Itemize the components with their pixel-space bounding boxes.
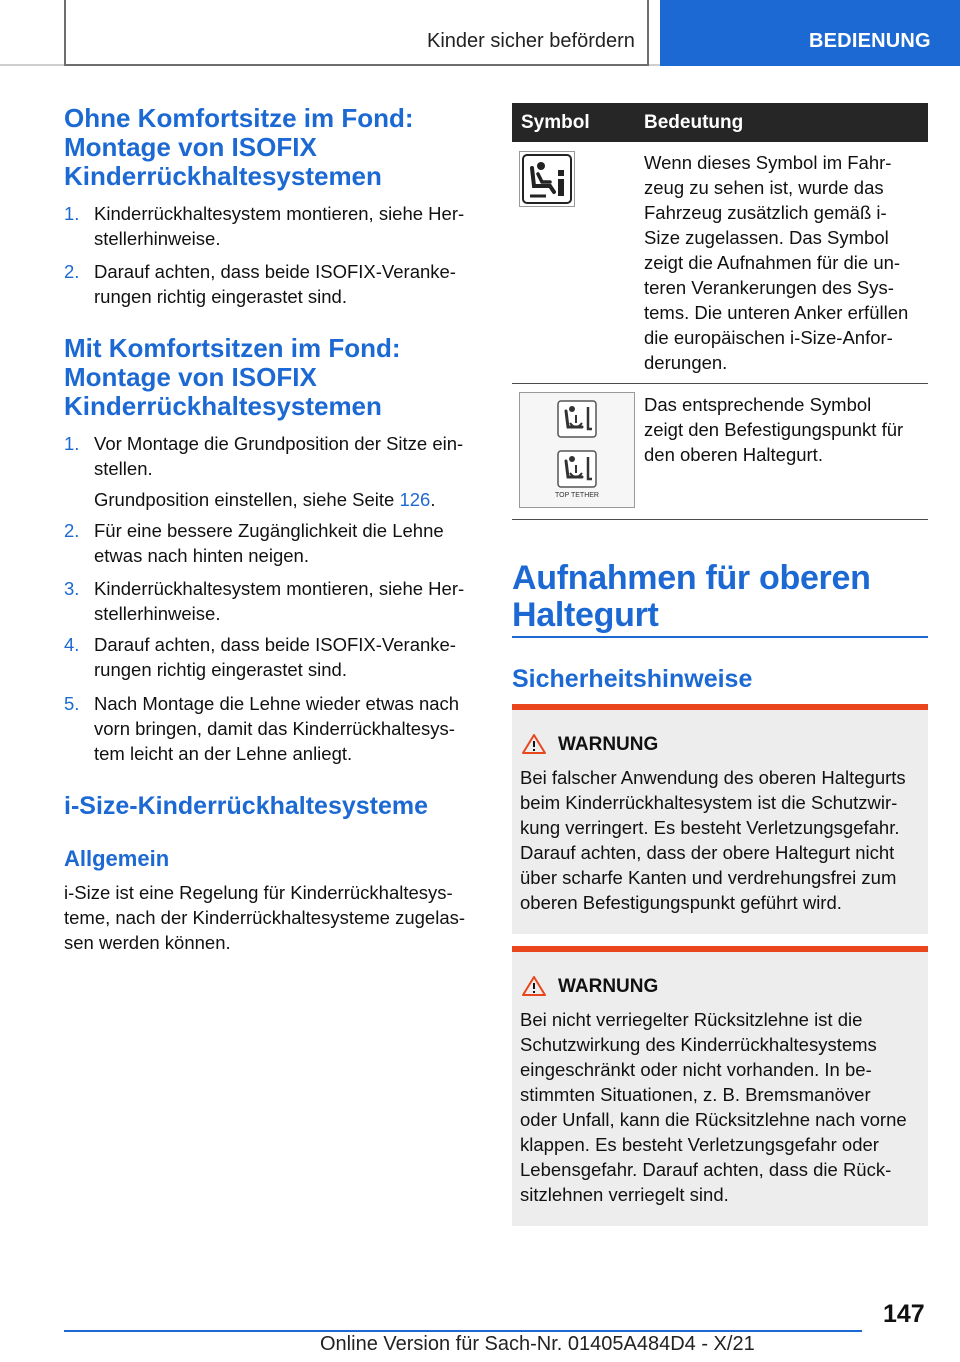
warning-text: Bei falscher Anwendung des oberen Haltegurts beim Kinderrückhaltesystem ist die Schutzwir- kung verringert. Es besteht Verletzungsgefahr. Darauf achten, dass der obere Haltegurt nicht über scharfe Kanten und verdrehungsfrei zum oberen Befestigungspunkt geführt wird. [520,767,906,913]
list-item: 4. Darauf achten, dass beide ISOFIX-Veranke- rungen richtig eingerastet sind. [64,634,456,680]
tether-caption: TOP TETHER [555,492,599,499]
section-title: Kinder sicher befördern [427,30,635,52]
list-item: 1. Kinderrückhaltesystem montieren, siehe Her- stellerhinweise. [64,203,465,249]
warning-text: Bei nicht verriegelter Rücksitzlehne ist die Schutzwirkung des Kinderrückhaltesystems eingeschränkt oder nicht vorhanden. In be- stimmten Situationen, z. B. Bremsmanöver oder Unfall, kann die Rücksitzlehne nach vorne klappen. Es besteht Verletzungsgefahr oder Lebensgefahr. Darauf achten, dass die Rück- sitzlehnen verriegelt sind. [520,1009,907,1205]
page-link[interactable]: 126 [399,489,431,510]
top-tether-icon [519,392,635,508]
heading-mit-komfortsitzen: Mit Komfortsitzen im Fond: Montage von ISOFIX Kinderrückhaltesystemen [64,333,401,421]
step-detail: Grundposition einstellen, siehe Seite 126. [94,489,436,510]
table-row-divider [512,519,928,520]
list-item: 1. Vor Montage die Grundposition der Sitze ein- stellen. [64,433,464,479]
heading-ohne-komfortsitze: Ohne Komfortsitze im Fond: Montage von ISOFIX Kinderrückhaltesystemen [64,103,414,191]
list-item: 5. Nach Montage die Lehne wieder etwas nach vorn bringen, damit das Kinderrückhaltesys- tem leicht an der Lehne anliegt. [64,693,460,764]
footer-text: Online Version für Sach-Nr. 01405A484D4 - X/21 [320,1333,755,1355]
warning-title: WARNUNG [558,976,659,997]
meaning-isize: Wenn dieses Symbol im Fahr- zeug zu sehen ist, wurde das Fahrzeug zusätzlich gemäß i- Size zugelassen. Das Symbol zeigt die Aufnahmen für die un- teren Verankerungen des Sys- tems. Die unteren Anker erfüllen die europäischen i-Size-Anfor- derungen. [644,152,909,373]
list-item: 2. Darauf achten, dass beide ISOFIX-Veranke- rungen richtig eingerastet sind. [64,261,456,307]
table-header [512,103,928,142]
heading-isize: i-Size-Kinderrückhaltesysteme [64,792,429,820]
heading-aufnahmen-haltegurt: Aufnahmen für oberen Haltegurt [512,559,871,634]
page-number: 147 [883,1300,925,1328]
chapter-tab: BEDIENUNG [660,0,960,66]
paragraph-isize: i-Size ist eine Regelung für Kinderrückhaltesys- teme, nach der Kinderrückhaltesysteme zugelas- sen werden können. [64,882,466,953]
col-header-bedeutung: Bedeutung [644,112,744,133]
warning-triangle-icon [521,975,547,997]
warning-triangle-icon [521,733,547,755]
col-header-symbol: Symbol [521,112,590,133]
list-item: 2. Für eine bessere Zugänglichkeit die Lehne etwas nach hinten neigen. [64,520,444,566]
heading-rule [512,636,928,638]
heading-allgemein: Allgemein [64,846,170,871]
warning-title: WARNUNG [558,734,659,755]
meaning-top-tether: Das entsprechende Symbol zeigt den Befestigungspunkt für den oberen Haltegurt. [644,394,904,465]
footer-rule [64,1330,862,1332]
heading-sicherheitshinweise: Sicherheitshinweise [512,665,753,693]
list-item: 3. Kinderrückhaltesystem montieren, siehe Her- stellerhinweise. [64,578,465,624]
isize-child-seat-icon [519,151,575,207]
table-row-divider [512,383,928,384]
